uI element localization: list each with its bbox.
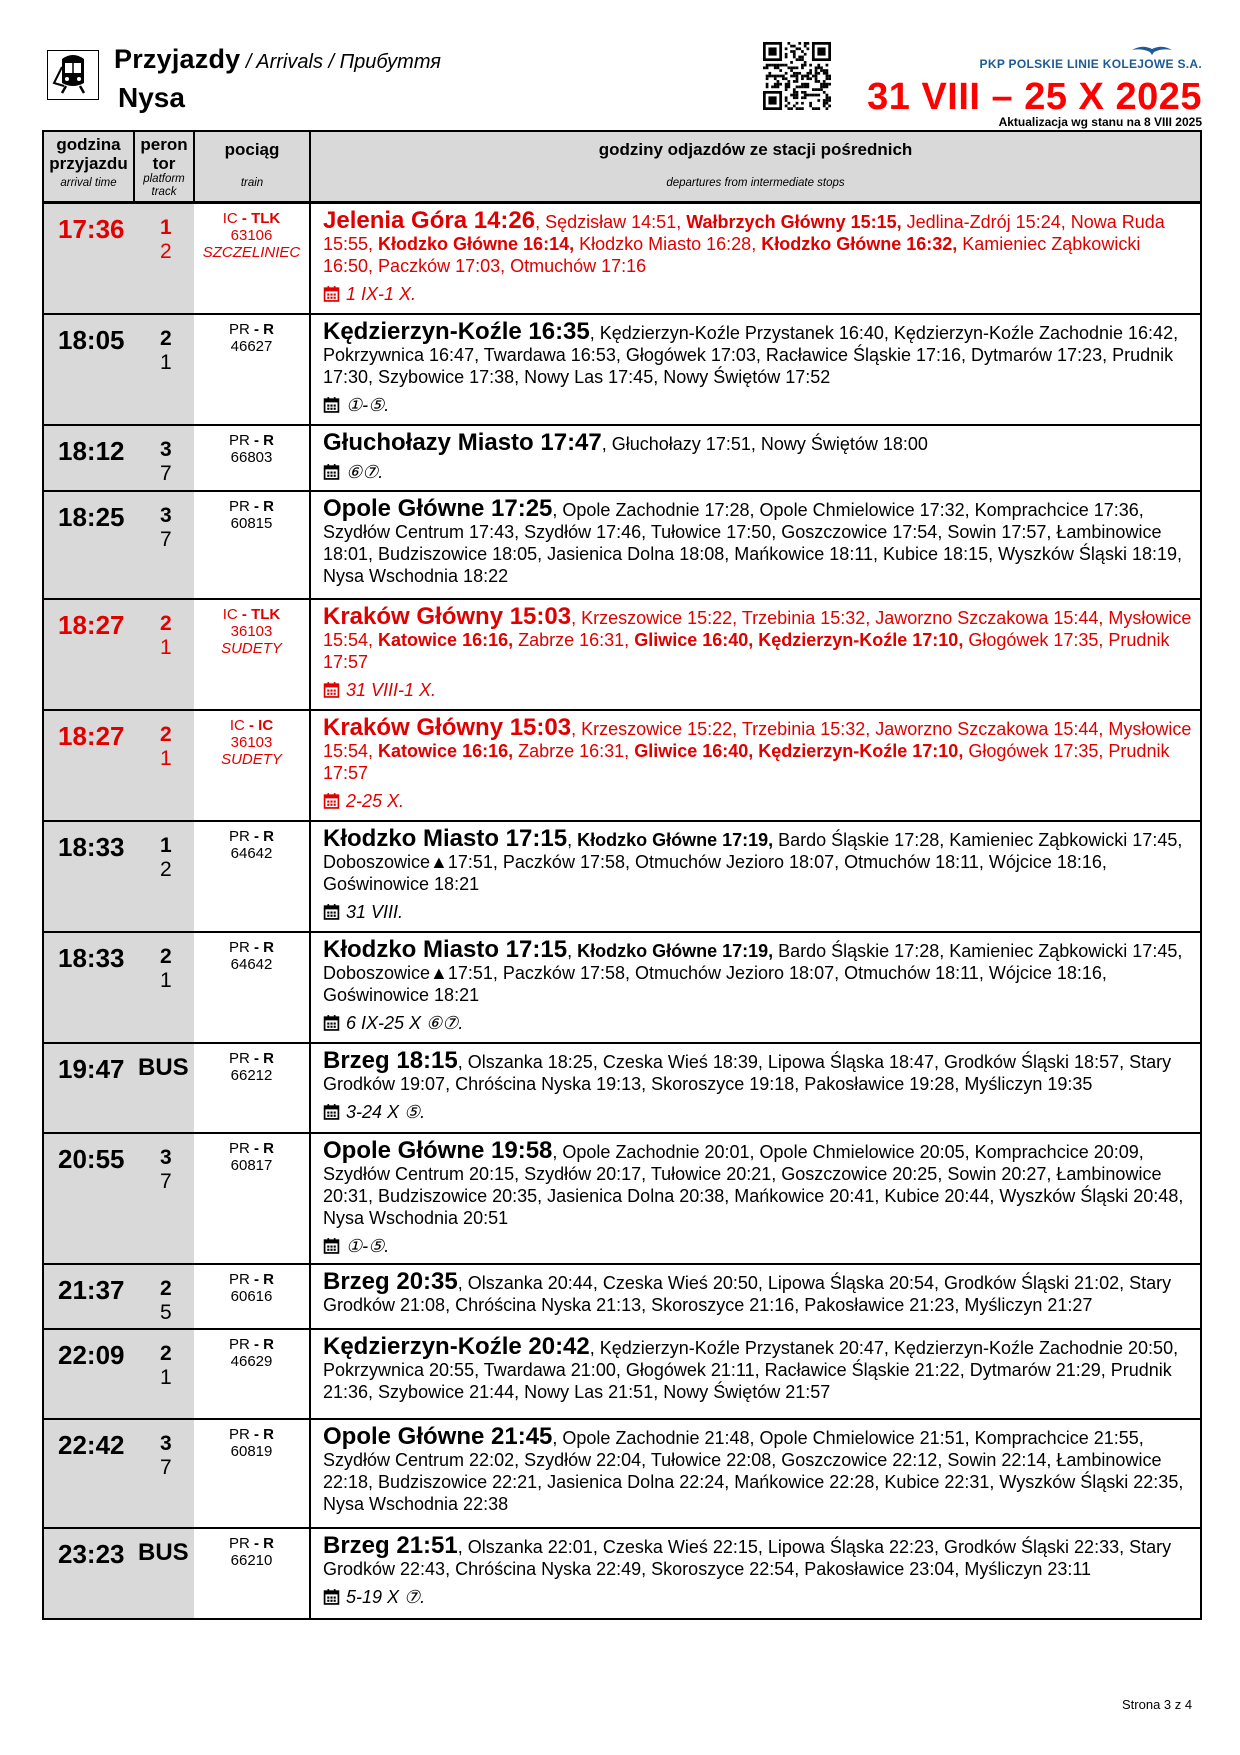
category: R [263,431,275,449]
train-category: PR - R [228,1425,275,1443]
origin-station: Kędzierzyn-Koźle 20:42 [323,1332,590,1360]
carrier: PR [228,497,250,515]
stop-segment: Gliwice 16:40, Kędzierzyn-Koźle 17:10, [634,629,964,650]
origin-station: Kraków Główny 15:03 [323,602,572,630]
train-number: 66803 [230,448,273,466]
platform-number: 3 [160,437,172,461]
carrier: IC [222,605,238,623]
service-days [323,1101,1192,1123]
platform-cell [134,491,194,599]
service-days [323,1012,1192,1034]
col-train [194,131,310,203]
title-translations: / Arrivals / Прибуття [240,51,441,73]
category: R [263,320,275,338]
platform-number: 2 [160,944,172,968]
carrier: IC [229,716,245,734]
platform-cell [134,821,194,932]
train-category: PR - R [228,497,275,515]
title-main: Przyjazdy [114,44,241,74]
arrivals-table [42,130,1202,1620]
table-row[interactable] [43,314,1201,425]
table-row[interactable] [43,491,1201,599]
table-row[interactable] [43,599,1201,710]
platform-cell [134,1133,194,1264]
page-header [42,40,1202,130]
train-category: IC - IC [229,716,274,734]
carrier: PR [228,938,250,956]
service-days [323,1235,1192,1257]
train-category: PR - R [228,320,275,338]
col-intermediate-stops [310,131,1201,203]
service-days-text: 31 VIII-1 X. [346,679,437,700]
train-number: 66210 [230,1551,273,1569]
track-number: 5 [160,1300,172,1324]
intermediate-stops [310,1419,1201,1528]
table-row[interactable] [43,932,1201,1043]
table-row[interactable] [43,1133,1201,1264]
train-number: 63106 [230,227,273,244]
origin-station: Kraków Główny 15:03 [323,713,572,741]
platform-cell [134,425,194,491]
calendar-icon [323,792,340,809]
service-days-text: 31 VIII. [346,901,404,922]
train-cell [194,203,310,314]
stop-segment: Kłodzko Główne 17:19, [577,940,774,961]
arrival-time: 18:05 [43,314,134,425]
carrier: PR [228,1049,250,1067]
platform-number: 2 [160,326,172,350]
origin-station: Opole Główne 19:58 [323,1136,553,1164]
arrival-time: 18:27 [43,710,134,821]
calendar-icon [323,285,340,302]
train-cell [194,314,310,425]
stop-segment: , [567,940,578,961]
col-time-en: arrival time [60,177,117,189]
track-number: 1 [160,746,172,770]
train-category: PR - R [228,1534,275,1552]
platform-cell [134,1528,194,1619]
table-row[interactable] [43,1329,1201,1419]
stop-segment: Kłodzko Główne 17:19, [577,829,774,850]
track-number: 2 [160,240,172,263]
stop-segment: , Sędzisław 14:51, [535,212,687,232]
service-days [323,790,1192,812]
table-row[interactable] [43,821,1201,932]
stop-segment: , Kędzierzyn-Koźle Przystanek 20:47, Kędzierzyn-Koźle Zachodnie 20:50, Pokrzywnica 20:55, Twardawa 21:00, Głogówek 21:11, Racławice Śląskie 21:22, Dytmarów 21:29, Prudnik 21:36, Szybowice 21:44, Nowy Las 21:51, Nowy Świętów 21:57 [323,1337,1179,1402]
platform-number: 2 [160,1341,172,1365]
category: R [263,1270,275,1288]
category: IC [258,716,274,734]
intermediate-stops [310,821,1201,932]
table-header-row [43,131,1201,203]
table-row[interactable] [43,1419,1201,1528]
arrival-time: 18:33 [43,821,134,932]
col-platform-pl1: peron [140,135,188,154]
stop-segment: Kłodzko Główne 16:32, [761,234,958,254]
stop-segment: , Olszanka 20:44, Czeska Wieś 20:50, Lipowa Śląska 20:54, Grodków Śląski 21:02, Stary Grodków 21:08, Chróścina Nyska 21:13, Skoroszyce 21:16, Pakosławice 21:23, Myśliczyn 21:27 [323,1272,1172,1315]
intermediate-stops [310,1133,1201,1264]
origin-station: Kędzierzyn-Koźle 16:35 [323,317,590,345]
intermediate-stops [310,1329,1201,1419]
arrival-time: 17:36 [43,203,134,314]
platform-number: 3 [160,1431,172,1455]
arrival-time: 20:55 [43,1133,134,1264]
origin-station: Kłodzko Miasto 17:15 [323,824,568,852]
stop-segment: , Olszanka 22:01, Czeska Wieś 22:15, Lipowa Śląska 22:23, Grodków Śląski 22:33, Stary Grodków 22:43, Chróścina Nyska 22:49, Skoroszyce 22:54, Pakosławice 23:04, Myśliczyn 23:11 [323,1536,1172,1579]
train-number: 36103 [230,622,273,640]
arrival-time: 18:27 [43,599,134,710]
col-stops-en: departures from intermediate stops [666,177,845,189]
table-row[interactable] [43,1528,1201,1619]
service-days-text: 5-19 X ⑦. [346,1586,426,1607]
stop-segment: , Opole Zachodnie 20:01, Opole Chmielowice 20:05, Komprachcice 20:09, Szydłów Centrum 20:15, Szydłów 20:17, Tułowice 20:21, Goszczowice 20:25, Sowin 20:27, Łambinowice 20:31, Budziszowice 20:35, Jasienica Dolna 20:38, Mańkowice 20:41, Kubice 20:44, Wyszków Śląski 20:48, Nysa Wschodnia 20:51 [323,1141,1184,1228]
track-number: 7 [160,527,172,551]
intermediate-stops [310,1528,1201,1619]
platform-cell [134,1264,194,1329]
platform-cell [134,314,194,425]
arrival-time: 21:37 [43,1264,134,1329]
bus-label: BUS [138,1053,189,1081]
col-platform-en1: platform [143,173,185,185]
train-cell [194,932,310,1043]
col-platform-en2: track [151,186,177,198]
platform-cell [134,1419,194,1528]
category: R [263,827,275,845]
stop-segment: Kłodzko Główne 16:14, [378,234,575,254]
pkp-plk-logo [980,44,1202,71]
service-days-text: 2-25 X. [346,790,405,811]
category: R [263,938,275,956]
stop-segment: Kłodzko Miasto 16:28, [574,234,762,254]
arrival-time: 18:25 [43,491,134,599]
train-cell [194,1043,310,1133]
train-cell [194,821,310,932]
calendar-icon [323,463,340,480]
service-days [323,283,1192,305]
origin-station: Jelenia Góra 14:26 [323,207,536,234]
page-number: Strona 3 z 4 [1122,1697,1193,1712]
train-category: PR - R [228,827,275,845]
train-number: 46629 [230,1352,273,1370]
calendar-icon [323,1103,340,1120]
origin-station: Kłodzko Miasto 17:15 [323,935,568,963]
track-number: 7 [160,1455,172,1479]
stop-segment: , [567,829,578,850]
stop-segment: Katowice 16:16, [378,740,514,761]
train-number: 60817 [230,1156,273,1174]
stop-segment: Wałbrzych Główny 15:15, [686,212,902,232]
train-cell [194,425,310,491]
track-number: 1 [160,635,172,659]
service-days-text: 6 IX-25 X ⑥⑦. [346,1012,464,1033]
table-row[interactable] [43,1043,1201,1133]
track-number: 7 [160,461,172,485]
table-row[interactable] [43,203,1201,314]
train-icon [47,50,99,100]
origin-station: Opole Główne 17:25 [323,494,553,522]
col-stops-pl: godziny odjazdów ze stacji pośrednich [598,140,913,159]
train-number: 60819 [230,1442,273,1460]
category: R [263,1139,275,1157]
qr-code[interactable] [763,42,831,110]
stop-segment: Głogówek 17:35, Prudnik 17:57 [323,740,1170,783]
stop-segment: Kamieniec Ząbkowicki 16:50, Paczków 17:03, Otmuchów 17:16 [323,234,1141,276]
stop-segment: Zabrze 16:31, [513,740,635,761]
intermediate-stops [310,203,1201,314]
stop-segment: , Krzeszowice 15:22, Trzebinia 15:32, Jaworzno Szczakowa 15:44, Mysłowice 15:54, [323,718,1192,761]
train-cell [194,1264,310,1329]
intermediate-stops [310,932,1201,1043]
stop-segment: , Krzeszowice 15:22, Trzebinia 15:32, Jaworzno Szczakowa 15:44, Mysłowice 15:54, [323,607,1192,650]
arrival-time: 18:33 [43,932,134,1043]
origin-station: Opole Główne 21:45 [323,1422,553,1450]
origin-station: Brzeg 18:15 [323,1046,458,1074]
col-platform-pl2: tor [152,154,176,173]
category: R [263,1049,275,1067]
intermediate-stops [310,425,1201,491]
track-number: 1 [160,350,172,374]
origin-station: Głuchołazy Miasto 17:47 [323,428,602,456]
page-title [114,44,441,75]
platform-number: 2 [160,1276,172,1300]
col-arrival-time [43,131,134,203]
track-number: 1 [160,1365,172,1389]
stop-segment: Jedlina-Zdrój 15:24, Nowa Ruda 15:55, [323,212,1165,254]
train-number: 46627 [230,337,273,355]
train-number: 66212 [230,1066,273,1084]
stop-segment: Katowice 16:16, [378,629,514,650]
category: R [263,497,275,515]
carrier: PR [228,827,250,845]
train-cell [194,491,310,599]
train-name: SUDETY [221,639,282,657]
validity-period: 31 VIII – 25 X 2025 [867,76,1202,118]
origin-station: Brzeg 20:35 [323,1267,458,1295]
stop-segment: , Olszanka 18:25, Czeska Wieś 18:39, Lipowa Śląska 18:47, Grodków Śląski 18:57, Stary Grodków 19:07, Chróścina Nyska 19:13, Skoroszyce 19:18, Pakosławice 19:28, Myśliczyn 19:35 [323,1051,1172,1094]
platform-cell [134,1329,194,1419]
platform-number: 3 [160,503,172,527]
table-row[interactable] [43,1264,1201,1329]
track-number: 7 [160,1169,172,1193]
col-train-pl: pociąg [224,140,280,159]
intermediate-stops [310,599,1201,710]
train-cell [194,1528,310,1619]
stop-segment: Bardo Śląskie 17:28, Kamieniec Ząbkowicki 17:45, Doboszowice▲17:51, Paczków 17:58, Otmuchów Jezioro 18:07, Otmuchów 18:11, Wójcice 18:16, Goświnowice 18:21 [323,940,1183,1005]
platform-number: 2 [160,611,172,635]
col-platform [134,131,194,203]
operator-name: PKP POLSKIE LINIE KOLEJOWE S.A. [979,57,1202,71]
carrier: PR [228,1335,250,1353]
platform-cell [134,599,194,710]
intermediate-stops [310,1043,1201,1133]
station-name: Nysa [118,82,185,113]
train-category: PR - R [228,1270,275,1288]
category: R [263,1425,275,1443]
col-time-pl2: przyjazdu [49,154,128,173]
arrival-time: 22:42 [43,1419,134,1528]
train-cell [194,710,310,821]
calendar-icon [323,903,340,920]
train-number: 64642 [230,844,273,862]
stop-segment: Bardo Śląskie 17:28, Kamieniec Ząbkowicki 17:45, Doboszowice▲17:51, Paczków 17:58, Otmuchów Jezioro 18:07, Otmuchów 18:11, Wójcice 18:16, Goświnowice 18:21 [323,829,1183,894]
train-category: PR - R [228,1139,275,1157]
category: R [263,1335,275,1353]
category: R [263,1534,275,1552]
train-number: 36103 [230,733,273,751]
service-days-text: 3-24 X ⑤. [346,1101,426,1122]
service-days-text: ⑥⑦. [346,461,384,482]
stop-segment: Zabrze 16:31, [513,629,635,650]
platform-number: 2 [160,722,172,746]
platform-cell [134,932,194,1043]
service-days-text: ①-⑤. [346,394,390,415]
intermediate-stops [310,710,1201,821]
train-category: IC - TLK [222,210,281,227]
col-time-pl1: godzina [56,135,121,154]
platform-number: 1 [160,833,172,857]
arrival-time: 23:23 [43,1528,134,1619]
service-days-text: ①-⑤. [346,1235,390,1256]
service-days [323,1586,1192,1608]
carrier: PR [228,320,250,338]
train-number: 60815 [230,514,273,532]
category: TLK [251,605,281,623]
train-cell [194,1419,310,1528]
calendar-icon [323,1014,340,1031]
calendar-icon [323,396,340,413]
arrival-time: 22:09 [43,1329,134,1419]
update-note: Aktualizacja wg stanu na 8 VIII 2025 [998,115,1202,129]
platform-number: 1 [160,216,172,239]
service-days-text: 1 IX-1 X. [346,284,417,304]
service-days [323,679,1192,701]
track-number: 1 [160,968,172,992]
service-days [323,394,1192,416]
col-train-en: train [240,177,264,189]
carrier: PR [228,1139,250,1157]
train-name: SZCZELINIEC [202,244,301,261]
train-category: PR - R [228,1335,275,1353]
intermediate-stops [310,1264,1201,1329]
table-row[interactable] [43,710,1201,821]
train-number: 60616 [230,1287,273,1305]
train-name: SUDETY [221,750,282,768]
calendar-icon [323,1237,340,1254]
train-category: PR - R [228,1049,275,1067]
carrier: PR [228,1534,250,1552]
intermediate-stops [310,314,1201,425]
category: TLK [251,210,281,227]
calendar-icon [323,1588,340,1605]
platform-number: 3 [160,1145,172,1169]
track-number: 2 [160,857,172,881]
arrival-time: 19:47 [43,1043,134,1133]
train-category: PR - R [228,431,275,449]
stop-segment: , Głuchołazy 17:51, Nowy Świętów 18:00 [601,433,928,454]
train-cell [194,1133,310,1264]
stop-segment: Głogówek 17:35, Prudnik 17:57 [323,629,1170,672]
carrier: PR [228,1425,250,1443]
stop-segment: , Opole Zachodnie 17:28, Opole Chmielowice 17:32, Komprachcice 17:36, Szydłów Centrum 17:43, Szydłów 17:46, Tułowice 17:50, Goszczowice 17:54, Sowin 17:57, Łambinowice 18:01, Budziszowice 18:05, Jasienica Dolna 18:08, Mańkowice 18:11, Kubice 18:15, Wyszków Śląski 18:19, Nysa Wschodnia 18:22 [323,499,1182,586]
origin-station: Brzeg 21:51 [323,1531,458,1559]
intermediate-stops [310,491,1201,599]
carrier: PR [228,431,250,449]
calendar-icon [323,681,340,698]
arrival-time: 18:12 [43,425,134,491]
stop-segment: Gliwice 16:40, Kędzierzyn-Koźle 17:10, [634,740,964,761]
stop-segment: , Opole Zachodnie 21:48, Opole Chmielowice 21:51, Komprachcice 21:55, Szydłów Centrum 22:02, Szydłów 22:04, Tułowice 22:08, Goszczowice 22:12, Sowin 22:14, Łambinowice 22:18, Budziszowice 22:21, Jasienica Dolna 22:24, Mańkowice 22:28, Kubice 22:31, Wyszków Śląski 22:35, Nysa Wschodnia 22:38 [323,1427,1184,1514]
train-category: IC - TLK [222,605,281,623]
bus-label: BUS [138,1538,189,1566]
platform-cell [134,203,194,314]
service-days [323,461,1192,483]
pkp-eagle-icon [1128,44,1176,56]
platform-cell [134,710,194,821]
train-category: PR - R [228,938,275,956]
stop-segment: , Kędzierzyn-Koźle Przystanek 16:40, Kędzierzyn-Koźle Zachodnie 16:42, Pokrzywnica 16:47, Twardawa 16:53, Głogówek 17:03, Racławice Śląskie 17:16, Dytmarów 17:23, Prudnik 17:30, Szybowice 17:38, Nowy Las 17:45, Nowy Świętów 17:52 [323,322,1179,387]
train-cell [194,1329,310,1419]
carrier: IC [222,210,238,227]
platform-cell [134,1043,194,1133]
train-cell [194,599,310,710]
carrier: PR [228,1270,250,1288]
service-days [323,901,1192,923]
table-row[interactable] [43,425,1201,491]
train-number: 64642 [230,955,273,973]
